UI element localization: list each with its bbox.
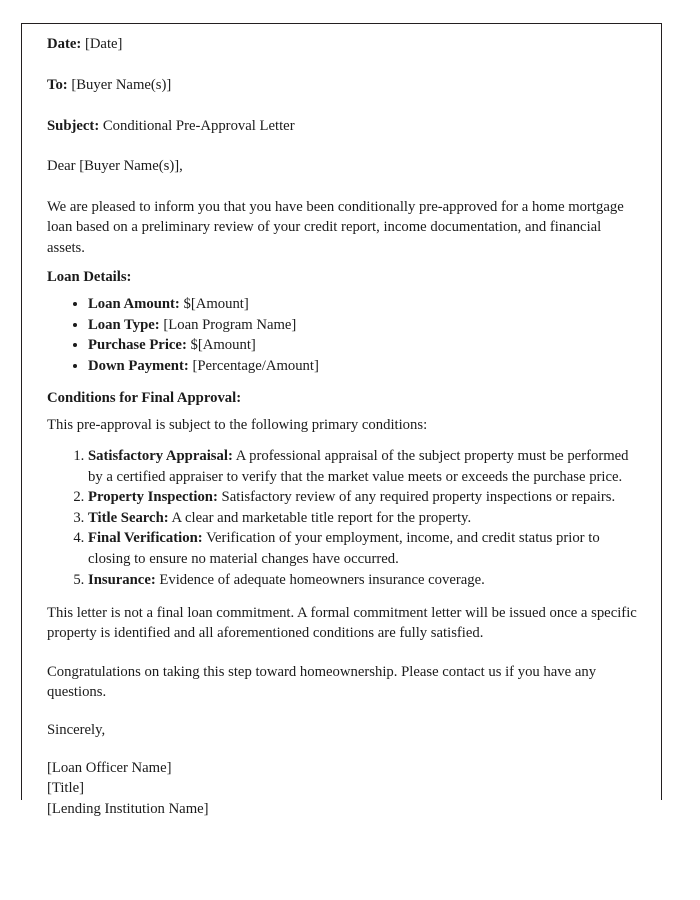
opening-paragraph: We are pleased to inform you that you have been conditionally pre-approved for a home mortgage loan based on a preliminary review of your credit report, income documentation, and financial assets. [47,199,624,256]
institution-name: [Lending Institution Name] [47,800,209,817]
date-value: [Date] [84,36,123,52]
loan-amount-value: $[Amount] [183,296,249,313]
recipient-line [47,75,637,95]
purchase-price-value: $[Amount] [190,337,256,354]
to-value: [Buyer Name(s)] [71,76,172,93]
date-label: Date: [47,36,82,52]
institution-name-clipped [47,799,637,817]
officer-name: [Loan Officer Name] [47,759,172,776]
letter-body [47,24,637,817]
loan-type-label: Loan Type: [88,316,160,333]
subject-line [47,116,637,136]
condition-5-label: Insurance: [88,571,156,588]
loan-amount-label: Loan Amount: [88,296,180,313]
condition-3-value: A clear and marketable title report for the property. [171,509,472,526]
closing-paragraph: Congratulations on taking this step toward homeownership. Please contact us if you have any questions. [47,663,597,701]
condition-1-label: Satisfactory Appraisal: [88,448,233,465]
condition-1-value: A professional appraisal of the subject property must be performed by a certified appraiser to verify that the market value meets or exceeds the purchase price. [88,448,629,485]
conditions-list [47,446,637,590]
subject-value: Conditional Pre-Approval Letter [102,117,295,134]
list-item [88,570,637,591]
list-item [88,487,637,508]
list-item [88,356,637,377]
list-item [88,335,637,356]
list-item [88,508,637,529]
officer-title: [Title] [47,780,84,797]
subject-label: Subject: [47,117,100,134]
loan-details-list [47,294,637,376]
list-item [88,446,637,487]
sign-off: Sincerely, [47,722,106,739]
to-label: To: [47,76,68,93]
list-item [88,315,637,336]
condition-3-label: Title Search: [88,509,169,526]
loan-type-value: [Loan Program Name] [163,316,297,333]
disclaimer-paragraph: This letter is not a final loan commitment. A formal commitment letter will be issued once a specific property is identified and all aforementioned conditions are fully satisfied. [47,605,637,642]
down-payment-value: [Percentage/Amount] [192,357,319,374]
list-item [88,528,637,569]
conditions-heading: Conditions for Final Approval: [47,389,242,406]
condition-5-value: Evidence of adequate homeowners insurance coverage. [159,571,485,588]
condition-2-value: Satisfactory review of any required property inspections or repairs. [221,489,616,506]
condition-4-value: Verification of your employment, income, and credit status prior to closing to ensure no material changes have occurred. [88,530,600,568]
down-payment-label: Down Payment: [88,357,189,374]
document-page [21,23,662,817]
salutation: Dear [Buyer Name(s)], [47,158,183,175]
loan-details-heading: Loan Details: [47,268,132,285]
condition-2-label: Property Inspection: [88,489,218,506]
purchase-price-label: Purchase Price: [88,337,187,354]
list-item [88,294,637,315]
conditions-intro: This pre-approval is subject to the following primary conditions: [47,416,428,433]
top-spacer [47,24,637,34]
date-line [47,34,637,54]
condition-4-label: Final Verification: [88,530,203,547]
